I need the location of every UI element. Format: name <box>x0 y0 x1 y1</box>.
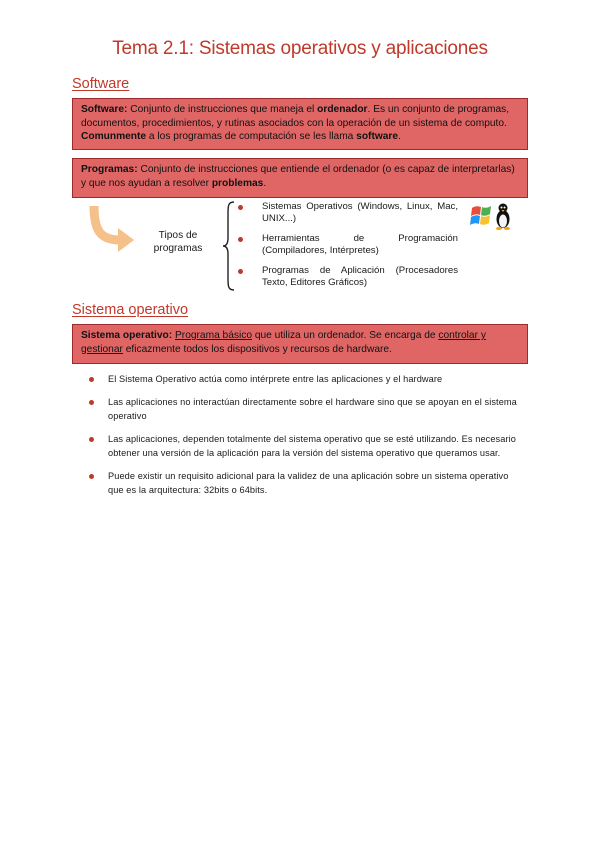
tipo-programas-aplicacion: Programas de Aplicación (Procesadores Texto, Editores Gráficos) <box>262 265 458 288</box>
bullet-dot <box>89 400 94 405</box>
tipo-sistemas-operativos: Sistemas Operativos (Windows, Linux, Mac, UNIX...) <box>262 201 458 224</box>
so-term: Sistema operativo: <box>81 330 173 341</box>
so-bullet-list <box>86 372 518 506</box>
software-definition-box: Software: Conjunto de instrucciones que maneja el ordenador. Es un conjunto de programas, documentos, procedimientos, y rutinas asociados con la operación de un sistema de computo. Comunmente a los programas de computación se les llama software. <box>72 98 528 150</box>
controlar-gestionar-link[interactable]: controlar y gestionar <box>81 330 486 355</box>
sistema-operativo-heading: Sistema operativo <box>72 302 189 318</box>
tipo-bullet-dot <box>238 237 243 242</box>
programa-basico-link[interactable]: Programa básico <box>175 330 253 341</box>
so-definition-box: Sistema operativo: Programa básico que utiliza un ordenador. Se encarga de controlar y gestionar eficazmente todos los dispositivos y recursos de hardware. <box>72 324 528 364</box>
list-item: El Sistema Operativo actúa como intérprete entre las aplicaciones y el hardware <box>86 372 518 386</box>
tipo-bullet-dot <box>238 269 243 274</box>
bullet-dot <box>89 377 94 382</box>
list-item: Las aplicaciones, dependen totalmente del sistema operativo que se esté utilizando. Es necesario obtener una versión de la aplicación para la versión del sistema operativo que queramos usar. <box>86 432 518 460</box>
programas-definition-box: Programas: Conjunto de instrucciones que entiende el ordenador (o es capaz de interpretarlas) y que nos ayudan a resolver problemas. <box>72 158 528 198</box>
curved-arrow-icon <box>88 204 138 254</box>
software-heading: Software <box>72 76 130 92</box>
os-logos <box>470 200 514 232</box>
list-item: Las aplicaciones no interactúan directamente sobre el hardware sino que se apoyan en el sistema operativo <box>86 395 518 423</box>
tipo-bullet-dot <box>238 205 243 210</box>
bullet-dot <box>89 437 94 442</box>
tipo-herramientas-programacion: Herramientas de Programación (Compiladores, Intérpretes) <box>262 233 458 256</box>
list-item: Puede existir un requisito adicional para la validez de una aplicación sobre un sistema operativo que es la arquitectura: 32bits o 64bits. <box>86 469 518 497</box>
windows-logo-icon <box>470 206 491 225</box>
tipos-de-programas-label: Tipos de programas <box>153 230 203 254</box>
bullet-dot <box>89 474 94 479</box>
software-term: Software: <box>81 104 128 115</box>
page-title: Tema 2.1: Sistemas operativos y aplicaciones <box>112 38 488 59</box>
programas-term: Programas: <box>81 164 138 175</box>
linux-tux-icon <box>496 204 510 231</box>
curly-brace-icon <box>222 200 236 292</box>
